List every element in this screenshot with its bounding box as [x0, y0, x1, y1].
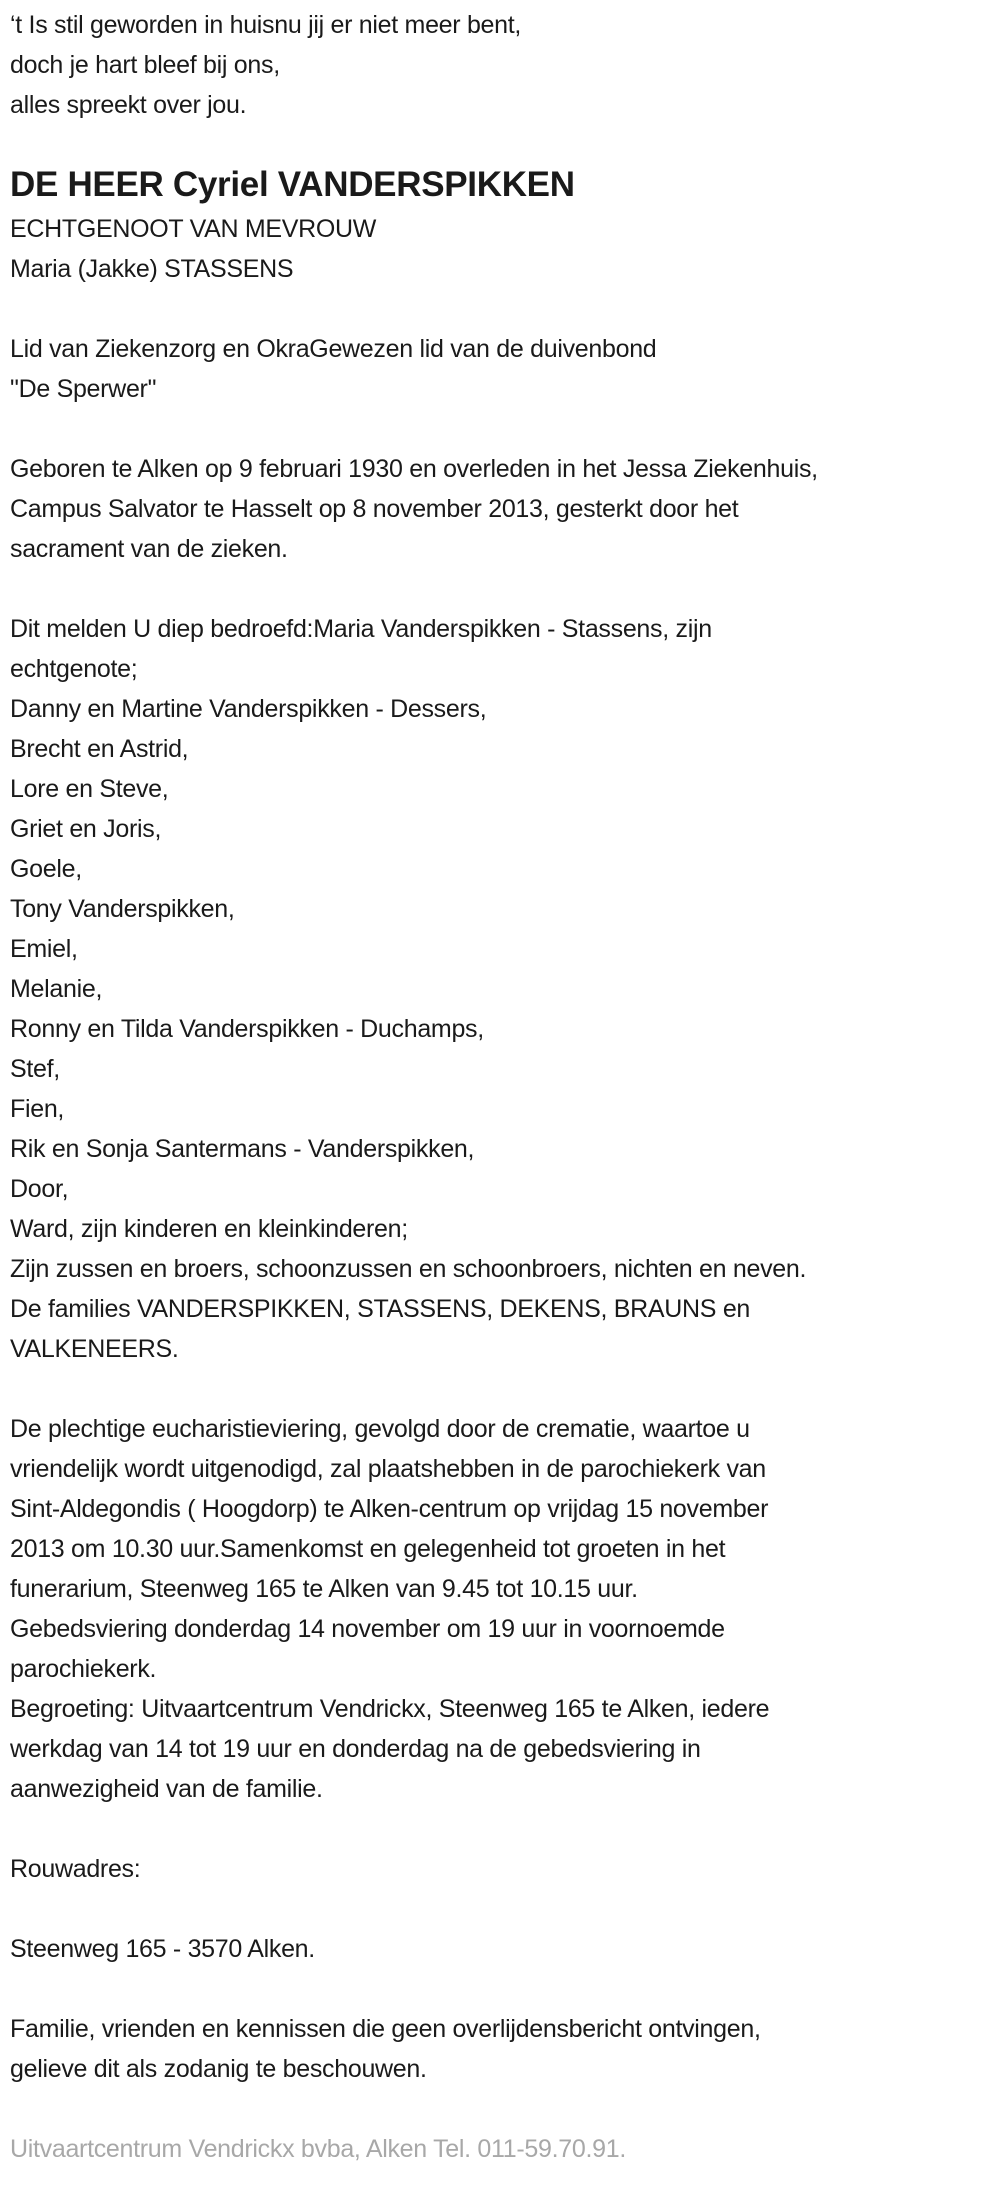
funeral-home-footer: Uitvaartcentrum Vendrickx bvba, Alken Tel. 011-59.70.91.	[10, 2135, 626, 2163]
address-label: Rouwadres:	[10, 1855, 141, 1883]
notice-text: Familie, vrienden en kennissen die geen overlijdensbericht ontvingen, gelieve dit als zodanig te beschouwen.	[10, 2015, 761, 2083]
deceased-name-title: DE HEER Cyriel VANDERSPIKKEN	[10, 165, 575, 204]
membership-info: Lid van Ziekenzorg en OkraGewezen lid van de duivenbond "De Sperwer"	[10, 335, 657, 403]
spouse-info: ECHTGENOOT VAN MEVROUW Maria (Jakke) STASSENS	[10, 215, 377, 283]
family-list: Dit melden U diep bedroefd:Maria Vanderspikken - Stassens, zijn echtgenote; Danny en Martine Vanderspikken - Dessers, Brecht en Astrid, Lore en Steve, Griet en Joris, Goele, Tony Vanderspikken, Emiel, Melanie, Ronny en Tilda Vanderspikken - Duchamps, Stef, Fien, Rik en Sonja Santermans - Vanderspikken, Door, Ward, zijn kinderen en kleinkinderen; Zijn zussen en broers, schoonzussen en schoonbroers, nichten en neven. De families VANDERSPIKKEN, STASSENS, DEKENS, BRAUNS en VALKENEERS.	[10, 615, 807, 1363]
ceremony-info: De plechtige eucharistieviering, gevolgd door de crematie, waartoe u vriendelijk wordt uitgenodigd, zal plaatshebben in de parochiekerk van Sint-Aldegondis ( Hoogdorp) te Alken-centrum op vrijdag 15 november 2013 om 10.30 uur.Samenkomst en gelegenheid tot groeten in het funerarium, Steenweg 165 te Alken van 9.45 tot 10.15 uur. Gebedsviering donderdag 14 november om 19 uur in voornoemde parochiekerk. Begroeting: Uitvaartcentrum Vendrickx, Steenweg 165 te Alken, iedere werkdag van 14 tot 19 uur en donderdag na de gebedsviering in aanwezigheid van de familie.	[10, 1415, 770, 1803]
poem: ‘t Is stil geworden in huisnu jij er niet meer bent, doch je hart bleef bij ons, alles spreekt over jou.	[10, 11, 522, 119]
birth-death-info: Geboren te Alken op 9 februari 1930 en overleden in het Jessa Ziekenhuis, Campus Salvator te Hasselt op 8 november 2013, gesterkt door het sacrament van de zieken.	[10, 455, 818, 563]
mourning-address: Steenweg 165 - 3570 Alken.	[10, 1935, 315, 1963]
